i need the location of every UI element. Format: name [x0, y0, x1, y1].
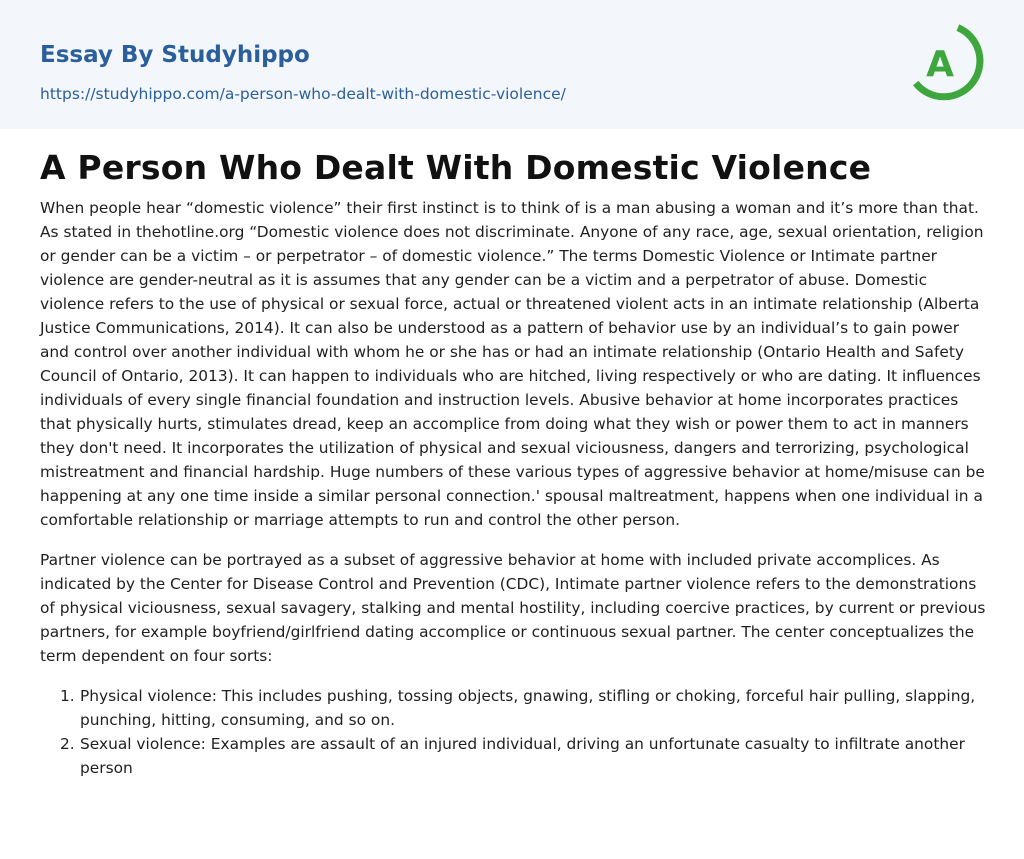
article-title: A Person Who Dealt With Domestic Violence: [40, 148, 872, 187]
sorts-list: [40, 684, 990, 780]
brand-title: Essay By Studyhippo: [40, 42, 310, 68]
site-header: [0, 0, 1024, 129]
paragraph-2: Partner violence can be portrayed as a subset of aggressive behavior at home with included private accomplices. As indicated by the Center for Disease Control and Prevention (CDC), Intimate partner violence refers to the demonstrations of physical viciousness, sexual savagery, stalking and mental hostility, including coercive practices, by current or previous partners, for example boyfriend/girlfriend dating accomplice or continuous sexual partner. The center conceptualizes the term dependent on four sorts:: [40, 551, 986, 665]
article: [40, 140, 990, 780]
list-item-text: Sexual violence: Examples are assault of an injured individual, driving an unfortunate casualty to infiltrate another person: [80, 735, 965, 777]
list-item-text: Physical violence: This includes pushing, tossing objects, gnawing, stifling or choking, forceful hair pulling, slapping, punching, hitting, consuming, and so on.: [80, 687, 976, 729]
list-item: [40, 732, 990, 780]
logo-letter: A: [926, 44, 954, 85]
source-url-link[interactable]: https://studyhippo.com/a-person-who-dealt-with-domestic-violence/: [40, 85, 566, 103]
studyhippo-logo-icon: [910, 20, 986, 106]
paragraph-1: When people hear “domestic violence” their first instinct is to think of is a man abusing a woman and it’s more than that. As stated in thehotline.org “Domestic violence does not discriminate. Anyone of any race, age, sexual orientation, religion or gender can be a victim – or perpetrator – of domestic violence.” The terms Domestic Violence or Intimate partner violence are gender-neutral as it is assumes that any gender can be a victim and a perpetrator of abuse. Domestic violence refers to the use of physical or sexual force, actual or threatened violent acts in an intimate relationship (Alberta Justice Communications, 2014). It can also be understood as a pattern of behavior use by an individual’s to gain power and control over another individual with whom he or she has or had an intimate relationship (Ontario Health and Safety Council of Ontario, 2013). It can happen to individuals who are hitched, living respectively or who are dating. It influences individuals of every single financial foundation and instruction levels. Abusive behavior at home incorporates practices that physically hurts, stimulates dread, keep an accomplice from doing what they wish or power them to act in manners they don't need. It incorporates the utilization of physical and sexual viciousness, dangers and terrorizing, psychological mistreatment and financial hardship. Huge numbers of these various types of aggressive behavior at home/misuse can be happening at any one time inside a similar personal connection.' spousal maltreatment, happens when one individual in a comfortable relationship or marriage attempts to run and control the other person.: [40, 199, 985, 529]
list-item: [40, 684, 990, 732]
list-item-number: 2.: [60, 735, 75, 753]
list-item-number: 1.: [60, 687, 75, 705]
